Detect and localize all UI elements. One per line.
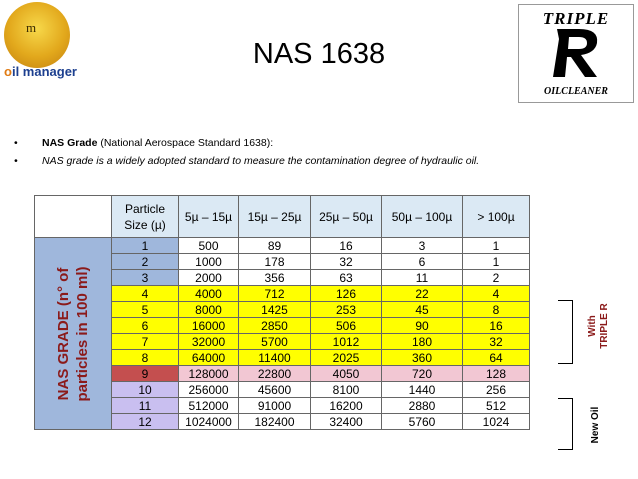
table-cell: 500 xyxy=(179,238,239,254)
logo-mark: m xyxy=(26,20,37,35)
table-header-cell: 50µ – 100µ xyxy=(382,196,463,238)
table-cell: 180 xyxy=(382,334,463,350)
table-header-cell: > 100µ xyxy=(463,196,530,238)
with-label-line1: With xyxy=(587,315,598,337)
table-cell: 256 xyxy=(463,382,530,398)
table-cell: 3 xyxy=(112,270,179,286)
table-cell: 9 xyxy=(112,366,179,382)
table-cell: 1024000 xyxy=(179,414,239,430)
table-cell: 2 xyxy=(112,254,179,270)
table-cell: 2 xyxy=(463,270,530,286)
table-cell: 512000 xyxy=(179,398,239,414)
table-cell: 2000 xyxy=(179,270,239,286)
table-cell: 11 xyxy=(112,398,179,414)
table-cell: 126 xyxy=(311,286,382,302)
side-label-line2: particles in 100 ml) xyxy=(74,265,91,402)
with-label-line2: TRIPLE R xyxy=(599,303,610,349)
table-cell: 1024 xyxy=(463,414,530,430)
table-header-row xyxy=(35,196,530,238)
bullet-definition: • NAS grade is a widely adopted standard to measure the contamination degree of hydraulic oil. xyxy=(14,152,479,170)
table-cell: 16 xyxy=(311,238,382,254)
table-cell: 16000 xyxy=(179,318,239,334)
page-title: NAS 1638 xyxy=(252,38,386,70)
triple-r-logo-title: TRIPLE xyxy=(542,9,610,28)
table-cell: 506 xyxy=(311,318,382,334)
table-cell: 22800 xyxy=(239,366,311,382)
table-cell: 5760 xyxy=(382,414,463,430)
table-cell: 90 xyxy=(382,318,463,334)
table-cell: 1000 xyxy=(179,254,239,270)
table-cell: 182400 xyxy=(239,414,311,430)
table-cell: 712 xyxy=(239,286,311,302)
table-cell: 4 xyxy=(463,286,530,302)
table-cell: 1 xyxy=(463,254,530,270)
table-cell: 16 xyxy=(463,318,530,334)
table-cell: 7 xyxy=(112,334,179,350)
table-cell: 22 xyxy=(382,286,463,302)
table-cell: 10 xyxy=(112,382,179,398)
table-cell: 16200 xyxy=(311,398,382,414)
table-cell: 45 xyxy=(382,302,463,318)
table-header-cell: 25µ – 50µ xyxy=(311,196,382,238)
table-cell: 8 xyxy=(112,350,179,366)
table-cell: 12 xyxy=(112,414,179,430)
table-cell: 4050 xyxy=(311,366,382,382)
table-row xyxy=(35,238,530,254)
table-cell: 2025 xyxy=(311,350,382,366)
table-header-cell: Particle Size (µ) xyxy=(112,196,179,238)
table-header-cell: 5µ – 15µ xyxy=(179,196,239,238)
table-cell: 11400 xyxy=(239,350,311,366)
table-cell: 1 xyxy=(112,238,179,254)
table-cell: 64000 xyxy=(179,350,239,366)
nas-grade-table xyxy=(34,195,530,430)
table-cell: 178 xyxy=(239,254,311,270)
table-cell: 91000 xyxy=(239,398,311,414)
table-cell: 11 xyxy=(382,270,463,286)
table-cell: 1012 xyxy=(311,334,382,350)
new-oil-range-bracket xyxy=(558,398,573,450)
table-cell: 32000 xyxy=(179,334,239,350)
table-cell: 4000 xyxy=(179,286,239,302)
table-cell: 45600 xyxy=(239,382,311,398)
table-cell: 128 xyxy=(463,366,530,382)
bullet-nas-grade-rest: (National Aerospace Standard 1638): xyxy=(97,137,274,149)
table-cell: 32 xyxy=(463,334,530,350)
table-cell: 128000 xyxy=(179,366,239,382)
table-cell: 253 xyxy=(311,302,382,318)
bullet-list xyxy=(14,134,479,170)
table-cell: 5700 xyxy=(239,334,311,350)
table-cell: 2850 xyxy=(239,318,311,334)
table-cell: 32400 xyxy=(311,414,382,430)
table-corner-cell xyxy=(35,196,112,238)
table-cell: 8100 xyxy=(311,382,382,398)
table-cell: 356 xyxy=(239,270,311,286)
nas-grade-side-label xyxy=(35,238,112,430)
bullet-nas-grade-bold: NAS Grade xyxy=(42,137,98,149)
triple-r-logo-subtitle: OILCLEANER xyxy=(544,86,608,97)
table-cell: 1425 xyxy=(239,302,311,318)
logo-wordmark-main: il manager xyxy=(11,64,77,79)
table-cell: 4 xyxy=(112,286,179,302)
table-cell: 512 xyxy=(463,398,530,414)
triple-r-range-bracket xyxy=(558,300,573,364)
table-cell: 8 xyxy=(463,302,530,318)
table-cell: 6 xyxy=(112,318,179,334)
table-cell: 256000 xyxy=(179,382,239,398)
table-cell: 8000 xyxy=(179,302,239,318)
table-cell: 1 xyxy=(463,238,530,254)
table-cell: 2880 xyxy=(382,398,463,414)
table-cell: 1440 xyxy=(382,382,463,398)
table-cell: 6 xyxy=(382,254,463,270)
with-triple-r-label xyxy=(587,291,615,361)
table-header-cell: 15µ – 25µ xyxy=(239,196,311,238)
new-oil-label: New Oil xyxy=(590,406,601,444)
table-cell: 63 xyxy=(311,270,382,286)
table-cell: 360 xyxy=(382,350,463,366)
logo-wordmark-prefix: o xyxy=(4,64,12,79)
table-cell: 720 xyxy=(382,366,463,382)
bullet-nas-grade xyxy=(14,134,479,152)
table-cell: 3 xyxy=(382,238,463,254)
table-cell: 89 xyxy=(239,238,311,254)
table-cell: 32 xyxy=(311,254,382,270)
table-cell: 64 xyxy=(463,350,530,366)
side-label-line1: NAS GRADE (n° of xyxy=(55,267,72,400)
table-cell: 5 xyxy=(112,302,179,318)
